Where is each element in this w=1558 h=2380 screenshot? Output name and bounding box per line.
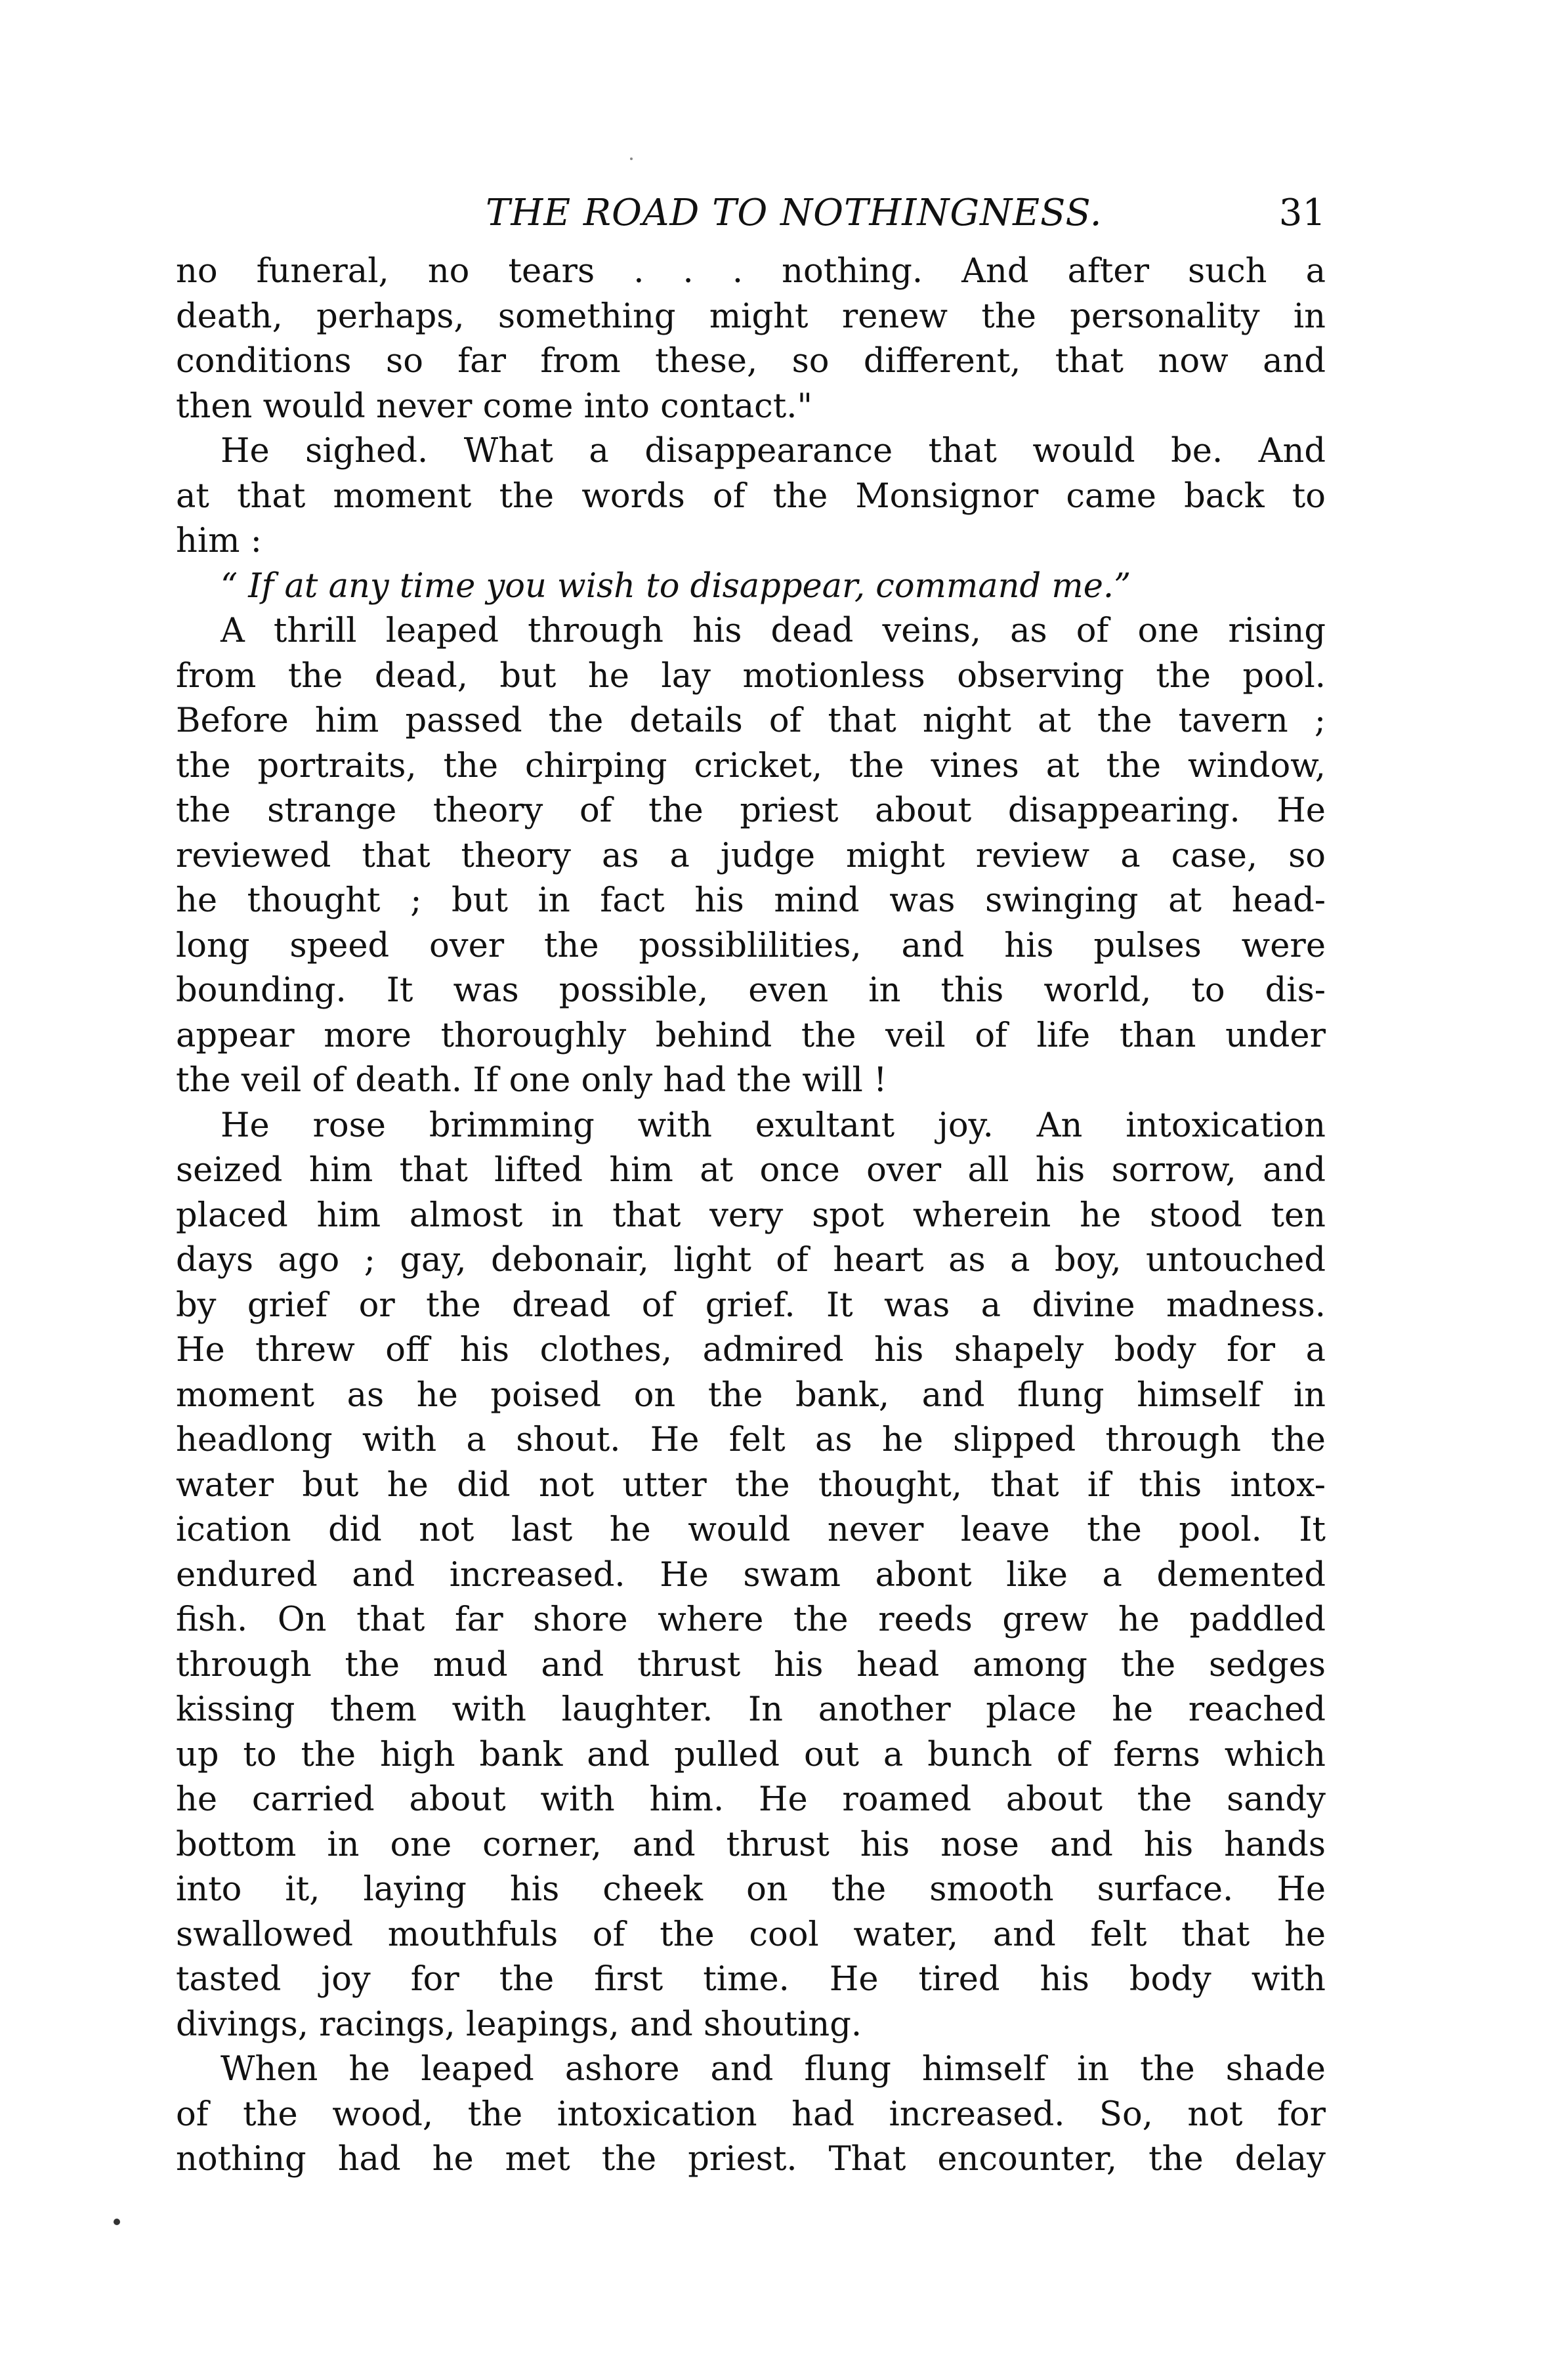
text-line: long speed over the possiblilities, and his pulses were bbox=[176, 926, 1326, 965]
text-line: he thought ; but in fact his mind was swinging at head- bbox=[176, 881, 1326, 920]
text-line: reviewed that theory as a judge might review a case, so bbox=[176, 836, 1326, 875]
running-header bbox=[176, 187, 1326, 240]
quoted-line: “ If at any time you wish to disappear, command me.” bbox=[221, 566, 1131, 606]
text-line: of the wood, the intoxication had increased. So, not for bbox=[176, 2095, 1326, 2134]
text-line: seized him that lifted him at once over all his sorrow, and bbox=[176, 1151, 1326, 1190]
text-line: the veil of death. If one only had the will ! bbox=[176, 1061, 887, 1100]
text-line: through the mud and thrust his head among the sedges bbox=[176, 1645, 1326, 1684]
text-line: kissing them with laughter. In another place he reached bbox=[176, 1690, 1326, 1729]
text-line: divings, racings, leapings, and shouting. bbox=[176, 2005, 862, 2044]
text-line: He sighed. What a disappearance that would be. And bbox=[221, 432, 1326, 470]
print-speck bbox=[630, 157, 633, 160]
text-line: He rose brimming with exultant joy. An intoxication bbox=[221, 1106, 1326, 1145]
text-line: ication did not last he would never leave the pool. It bbox=[176, 1511, 1326, 1549]
body-text bbox=[176, 249, 1326, 2182]
text-line: A thrill leaped through his dead veins, as of one rising bbox=[221, 612, 1326, 650]
text-line: tasted joy for the first time. He tired his body with bbox=[176, 1960, 1326, 1999]
text-line: he carried about with him. He roamed about the sandy bbox=[176, 1780, 1326, 1819]
text-line: into it, laying his cheek on the smooth surface. He bbox=[176, 1870, 1326, 1909]
running-title: THE ROAD TO NOTHINGNESS. bbox=[486, 192, 1103, 234]
text-line: placed him almost in that very spot wherein he stood ten bbox=[176, 1196, 1326, 1235]
text-line: nothing had he met the priest. That encounter, the delay bbox=[176, 2140, 1326, 2179]
text-line: headlong with a shout. He felt as he slipped through the bbox=[176, 1421, 1326, 1459]
text-line: the portraits, the chirping cricket, the vines at the window, bbox=[176, 746, 1326, 785]
text-line: at that moment the words of the Monsignor came back to bbox=[176, 476, 1326, 516]
text-line: from the dead, but he lay motionless observing the pool. bbox=[176, 656, 1326, 696]
text-line: appear more thoroughly behind the veil of life than under bbox=[176, 1016, 1326, 1055]
print-speck bbox=[114, 2219, 120, 2225]
text-line: bounding. It was possible, even in this world, to dis- bbox=[176, 971, 1326, 1010]
text-line: death, perhaps, something might renew the personality in bbox=[176, 297, 1326, 336]
text-line: endured and increased. He swam abont like a demented bbox=[176, 1555, 1326, 1595]
text-line: When he leaped ashore and flung himself in the shade bbox=[221, 2050, 1326, 2089]
page-number: 31 bbox=[1278, 192, 1326, 234]
text-line: days ago ; gay, debonair, light of heart as a boy, untouched bbox=[176, 1241, 1326, 1280]
text-line: by grief or the dread of grief. It was a divine madness. bbox=[176, 1285, 1326, 1325]
text-line: then would never come into contact." bbox=[176, 386, 812, 426]
text-line: fish. On that far shore where the reeds grew he paddled bbox=[176, 1600, 1326, 1639]
text-line: bottom in one corner, and thrust his nose and his hands bbox=[176, 1825, 1326, 1864]
text-line: him : bbox=[176, 522, 262, 560]
text-line: swallowed mouthfuls of the cool water, and felt that he bbox=[176, 1915, 1326, 1954]
text-line: conditions so far from these, so different, that now and bbox=[176, 342, 1326, 381]
text-line: He threw off his clothes, admired his shapely body for a bbox=[176, 1331, 1326, 1369]
text-line: Before him passed the details of that night at the tavern ; bbox=[176, 701, 1326, 740]
text-line: the strange theory of the priest about disappearing. He bbox=[176, 791, 1326, 830]
text-line: up to the high bank and pulled out a bunch of ferns which bbox=[176, 1735, 1326, 1774]
text-line: no funeral, no tears . . . nothing. And after such a bbox=[176, 252, 1326, 291]
text-line: moment as he poised on the bank, and flung himself in bbox=[176, 1375, 1326, 1415]
text-line: water but he did not utter the thought, that if this intox- bbox=[176, 1465, 1326, 1505]
